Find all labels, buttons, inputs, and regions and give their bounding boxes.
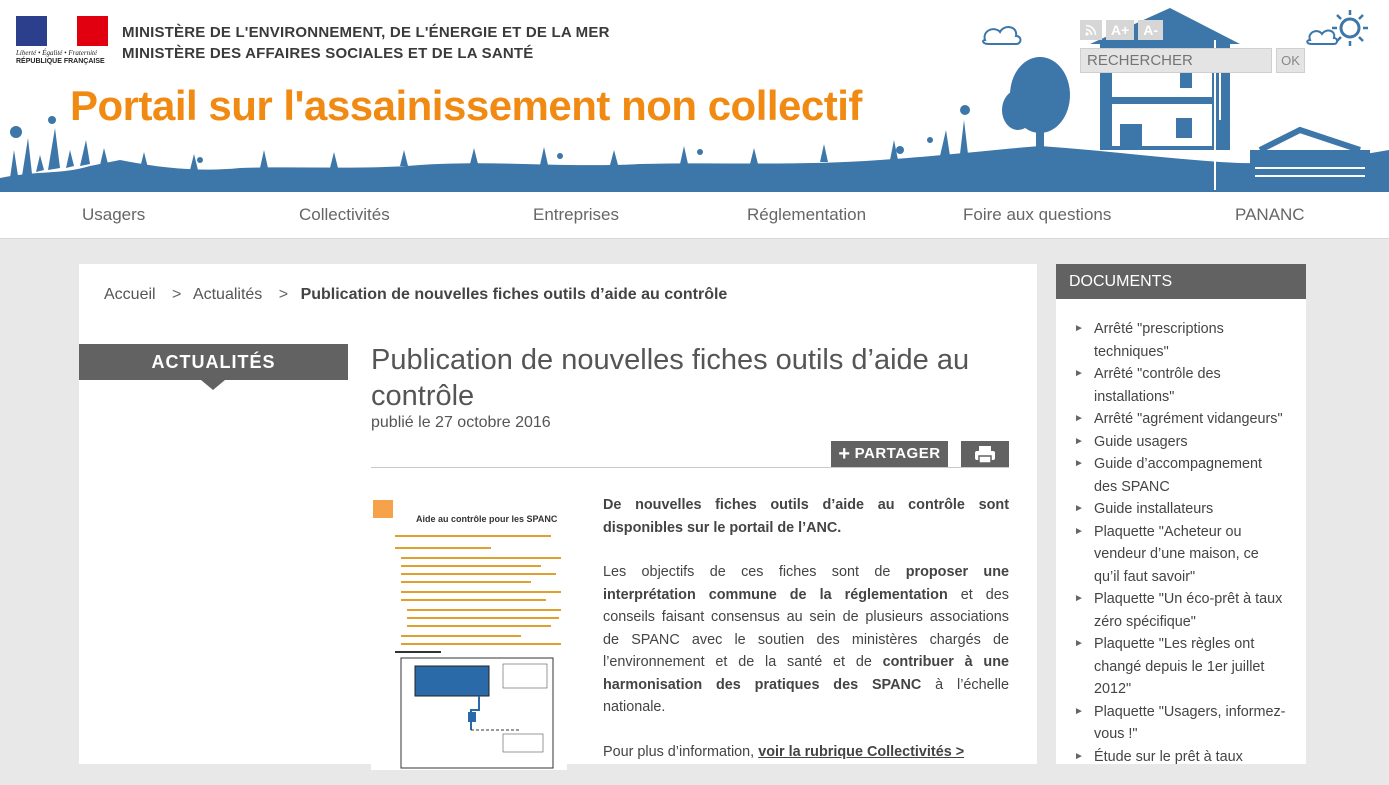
article-paragraph bbox=[603, 561, 1009, 719]
document-item[interactable]: ► Plaquette "Les règles ont changé depuis le 1er juillet 2012" bbox=[1074, 633, 1288, 701]
document-item[interactable]: ► Arrêté "prescriptions techniques" bbox=[1074, 318, 1288, 363]
nav-item-collectivites[interactable]: Collectivités bbox=[299, 205, 390, 224]
document-thumbnail[interactable] bbox=[371, 500, 567, 770]
paragraph-emphasis: proposer une interprétation commune de la réglementation bbox=[603, 564, 1009, 603]
document-item[interactable]: ► Guide installateurs bbox=[1074, 498, 1288, 521]
nav-item-faq[interactable]: Foire aux questions bbox=[963, 205, 1112, 224]
breadcrumb bbox=[104, 286, 727, 304]
sidebar-title: DOCUMENTS bbox=[1056, 264, 1306, 299]
share-label: PARTAGER bbox=[854, 445, 941, 462]
share-button[interactable] bbox=[831, 441, 948, 467]
documents-list bbox=[1056, 299, 1306, 768]
thumbnail-title: Aide au contrôle pour les SPANC bbox=[416, 514, 558, 524]
breadcrumb-separator: > bbox=[172, 286, 182, 303]
nav-item-reglementation[interactable]: Réglementation bbox=[747, 205, 867, 224]
paragraph-text: à l’échelle nationale. bbox=[603, 676, 1010, 715]
flag-motto: Liberté • Égalité • Fraternité bbox=[16, 49, 98, 57]
paragraph-text: Les objectifs de ces fiches sont de bbox=[603, 564, 906, 580]
nav-item-usagers[interactable]: Usagers bbox=[82, 205, 146, 224]
section-label: ACTUALITÉS bbox=[79, 344, 348, 380]
document-item[interactable]: ► Plaquette "Acheteur ou vendeur d’une maison, ce qu’il faut savoir" bbox=[1074, 521, 1288, 589]
paragraph-text: et des conseils faisant consensus au sein de plusieurs associations de SPANC avec le soutien des ministères chargés de l’environnement et de la santé et de bbox=[603, 586, 1009, 670]
breadcrumb-home[interactable]: Accueil bbox=[104, 286, 156, 303]
article-body bbox=[603, 494, 1009, 785]
rss-icon[interactable] bbox=[1080, 20, 1102, 40]
document-item[interactable]: ► Guide usagers bbox=[1074, 431, 1288, 454]
search-input[interactable] bbox=[1080, 48, 1272, 73]
flag-republic: RÉPUBLIQUE FRANÇAISE bbox=[16, 58, 105, 65]
ministry-line-1: MINISTÈRE DE L'ENVIRONNEMENT, DE L'ÉNERGIE ET DE LA MER bbox=[122, 24, 610, 41]
print-button[interactable] bbox=[961, 441, 1009, 467]
sun-icon bbox=[1332, 10, 1368, 46]
plus-icon: + bbox=[838, 443, 851, 465]
document-item[interactable]: ► Arrêté "contrôle des installations" bbox=[1074, 363, 1288, 408]
collectivites-link[interactable]: voir la rubrique Collectivités > bbox=[758, 743, 965, 760]
article-paragraph bbox=[603, 741, 1009, 764]
search-submit-button[interactable]: OK bbox=[1276, 48, 1305, 73]
site-title[interactable]: Portail sur l'assainissement non collectif bbox=[70, 82, 862, 129]
nav-item-pananc[interactable]: PANANC bbox=[1235, 205, 1305, 224]
font-increase-button[interactable]: A+ bbox=[1106, 20, 1134, 40]
divider bbox=[371, 467, 1009, 468]
accessibility-tools bbox=[1080, 20, 1163, 40]
paragraph-emphasis: contribuer à une harmonisation des pratiques des SPANC bbox=[603, 654, 1009, 693]
documents-sidebar bbox=[1056, 264, 1306, 764]
article-title: Publication de nouvelles fiches outils d’aide au contrôle bbox=[371, 344, 970, 412]
nav-item-entreprises[interactable]: Entreprises bbox=[533, 205, 619, 224]
paragraph-text: Pour plus d’information, bbox=[603, 743, 759, 760]
ministry-line-2: MINISTÈRE DES AFFAIRES SOCIALES ET DE LA SANTÉ bbox=[122, 45, 534, 62]
document-item[interactable]: ► Arrêté "agrément vidangeurs" bbox=[1074, 408, 1288, 431]
printer-icon bbox=[961, 441, 1009, 467]
document-item[interactable]: ► Étude sur le prêt à taux bbox=[1074, 746, 1288, 769]
article-date: publié le 27 octobre 2016 bbox=[371, 414, 551, 431]
document-item[interactable]: ► Plaquette "Un éco-prêt à taux zéro spécifique" bbox=[1074, 588, 1288, 633]
breadcrumb-section[interactable]: Actualités bbox=[192, 286, 263, 303]
breadcrumb-separator: > bbox=[278, 286, 289, 303]
document-item[interactable]: ► Plaquette "Usagers, informez-vous !" bbox=[1074, 701, 1288, 746]
breadcrumb-current: Publication de nouvelles fiches outils d’aide au contrôle bbox=[300, 286, 728, 303]
site-header bbox=[0, 0, 1389, 192]
main-content bbox=[79, 264, 1037, 764]
main-nav bbox=[0, 192, 1389, 239]
document-item[interactable]: ► Guide d’accompagnement des SPANC bbox=[1074, 453, 1288, 498]
font-decrease-button[interactable]: A- bbox=[1138, 20, 1163, 40]
article-intro: De nouvelles fiches outils d’aide au contrôle sont disponibles sur le portail de l’ANC. bbox=[603, 497, 1009, 536]
